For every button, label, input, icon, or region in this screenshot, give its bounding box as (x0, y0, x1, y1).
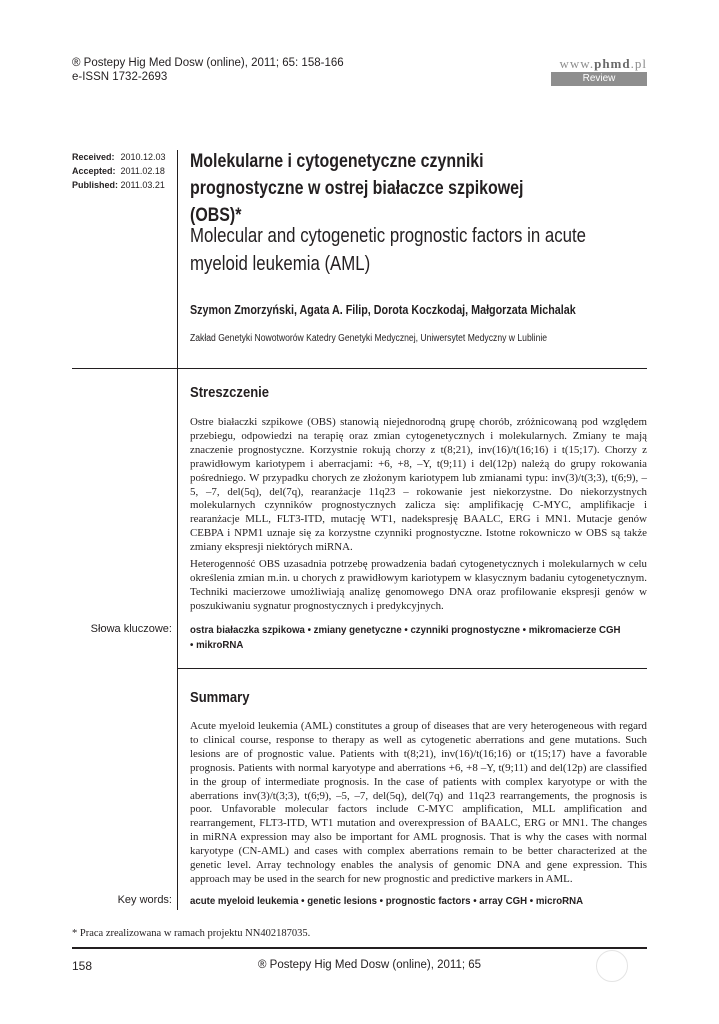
section-divider-2 (177, 668, 647, 669)
affiliation: Zakład Genetyki Nowotworów Katedry Genetyki Medycznej, Uniwersytet Medyczny w Lublinie (190, 333, 548, 344)
site-url[interactable] (560, 56, 647, 72)
running-footer: ® Postepy Hig Med Dosw (online), 2011; 65 (258, 959, 482, 971)
streszczenie-paragraph-1: Ostre białaczki szpikowe (OBS) stanowią niejednorodną grupę chorób, zróżnicowaną pod względem przebiegu, odpowiedzi na terapię oraz zmian cytogenetycznych i molekularnych. Zmiany te mają znaczenie prognostyczne. Korzystnie rokują chorzy z t(8;21), inv(16)/t(16;16) i t(15;17). Chorzy z prawidłowym kariotypem i aberracjami: +6, +8, –Y, t(9;11) i del(12p) należą do grupy rokowania pośredniego. W przypadku chorych ze złożonym kariotypem lub zmianami typu: inv(3)/t(3;3), t(6;9), –5, –7, del(5q), del(7q), rearanżacje 11q23 – rokowanie jest niekorzystne. Do niekorzystnych molekularnych czynników prognostycznych zalicza się: amplifikację C-MYC, amplifikacje i rearanżacje MLL, FLT3-ITD, mutację WT1, nadekspresję BAALC, ERG i MN1. Mutacje genów CEBPA i NPM1 uznaje się za korzystne czynniki prognostyczne. Istotne rokowniczo w OBS są także zmiany ekspresji niektórych miRNA. (190, 416, 647, 554)
site-bold: phmd (594, 56, 631, 71)
section-divider-1 (72, 368, 647, 369)
article-type-badge: Review (551, 72, 647, 86)
streszczenie-paragraph-2: Heterogenność OBS uzasadnia potrzebę prowadzenia badań cytogenetycznych i molekularnych w celu określenia zmian m.in. u chorych z prawidłowym kariotypem w klasycznym badaniu cytogenetycznym. Techniki macierzowe umożliwiają analizę genomowego DNA oraz profilowanie ekspresji genów w poszukiwaniu sygnatur prognostycznych i predykcyjnych. (190, 558, 647, 612)
summary-body (190, 720, 647, 887)
summary-paragraph-1: Acute myeloid leukemia (AML) constitutes a group of diseases that are very heterogeneous with regard to clinical course, response to therapy as well as cytogenetic aberrations and gene mutations. Such lesions are of prognostic value. Patients with t(8;21), inv(16)/t(16;16) or t(15;17) have a favorable prognosis. Patients with normal karyotype and aberrations +6, +8 –Y, t(9;11) and del(12p) are classified in the group of intermediate prognosis. In the case of patients with complex karyotype or with the aberrations inv(3)/t(3;3), t(6;9), –5, –7, del(5q), del(7q) and 11q23 rearrangements, the prognosis is poor. Unfavorable molecular factors include C-MYC amplification, MLL amplification and rearrangement, FLT3-ITD, WT1 mutation and overexpression of BAALC, ERG or MN1. The changes in miRNA expression may also be important for AML prognosis. That is why the cases with normal karyotype (CN-AML) and cases with complex aberrations remain to be better characterized at the genetic level. Array technology enables the analysis of genomic DNA and gene expression. This approach may be used in the search for new prognostic and predictive markers in AML. (190, 720, 647, 885)
keywords-en-label: Key words: (117, 894, 172, 906)
summary-heading: Summary (190, 690, 250, 706)
site-prefix: www. (559, 56, 595, 71)
vertical-rule-main (177, 368, 178, 910)
streszczenie-heading: Streszczenie (190, 385, 270, 401)
page-number: 158 (72, 959, 93, 973)
streszczenie-body (190, 416, 647, 614)
keywords-pl-label: Słowa kluczowe: (90, 623, 172, 635)
keywords-en: acute myeloid leukemia • genetic lesions • prognostic factors • array CGH • microRNA (190, 895, 584, 907)
footer-rule (72, 947, 647, 949)
date-published: Published: 2011.03.21 (72, 180, 165, 190)
journal-citation: ® Postepy Hig Med Dosw (online), 2011; 65: 158-166 (72, 57, 344, 69)
vertical-rule-top (177, 150, 178, 368)
watermark-logo-icon (596, 950, 628, 982)
issn: e-ISSN 1732-2693 (72, 71, 168, 83)
title-polish: Molekularne i cytogenetyczne czynniki prognostyczne w ostrej białaczce szpikowej (OBS)* (190, 151, 524, 226)
authors: Szymon Zmorzyński, Agata A. Filip, Dorota Koczkodaj, Małgorzata Michalak (190, 303, 576, 317)
title-english: Molecular and cytogenetic prognostic factors in acute myeloid leukemia (AML) (190, 225, 586, 275)
footnote: * Praca zrealizowana w ramach projektu NN402187035. (72, 928, 311, 939)
article-dates (72, 150, 166, 192)
keywords-pl: ostra białaczka szpikowa • zmiany genetyczne • czynniki prognostyczne • mikromacierze CGH • mikroRNA (190, 624, 621, 651)
date-accepted: Accepted: 2011.02.18 (72, 166, 165, 176)
site-suffix: .pl (630, 56, 647, 71)
date-received: Received: 2010.12.03 (72, 152, 166, 162)
